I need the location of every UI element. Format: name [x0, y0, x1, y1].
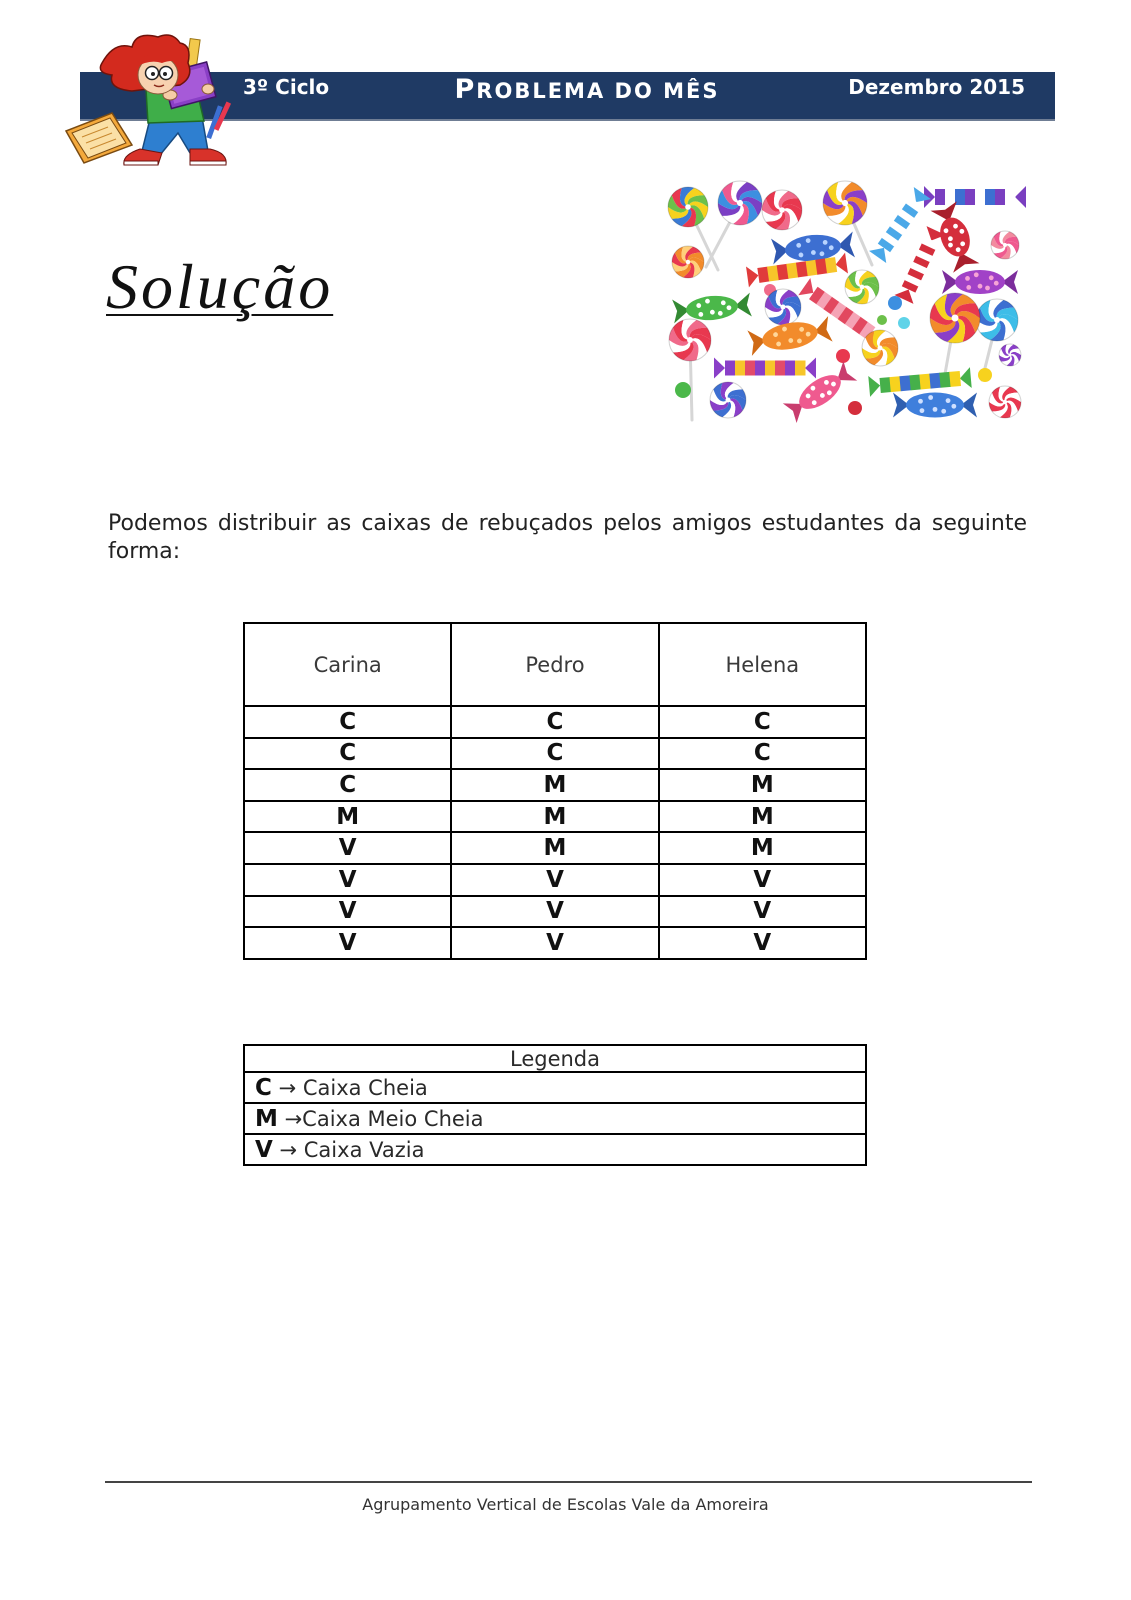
table-cell: V [451, 896, 658, 928]
legend-code: M [255, 1105, 278, 1132]
table-cell: V [244, 864, 451, 896]
candy-dot [877, 315, 887, 325]
issue-date: Dezembro 2015 [848, 75, 1025, 99]
table-cell: C [659, 706, 866, 738]
legend-row [244, 1072, 866, 1103]
table-row [244, 801, 866, 833]
table-cell: M [451, 832, 658, 864]
lollipop [989, 386, 1021, 418]
column-header-carina: Carina [244, 623, 451, 706]
shoes-drawing [124, 149, 226, 165]
table-row [244, 769, 866, 801]
candy-dot [978, 368, 992, 382]
page-header-title: PROBLEMA DO MÊS [454, 74, 720, 105]
table-header-row [244, 623, 866, 706]
table-row [244, 832, 866, 864]
legend-table [243, 1044, 867, 1166]
wrapped-candy [942, 270, 1018, 294]
pencils-drawing [206, 102, 231, 139]
wrapped-candy [893, 393, 977, 418]
table-row [244, 738, 866, 770]
legend-entry [244, 1134, 866, 1165]
stick-candy [924, 186, 1026, 208]
lollipop [669, 319, 711, 420]
table-cell: V [659, 864, 866, 896]
stick-candy [868, 367, 971, 397]
candy-dot [888, 296, 902, 310]
legend-row [244, 1134, 866, 1165]
table-cell: V [244, 927, 451, 959]
legend-description: → Caixa Cheia [278, 1075, 428, 1100]
stick-candy [714, 358, 816, 379]
footer-rule [105, 1481, 1032, 1483]
table-cell: V [451, 927, 658, 959]
candy-dot [898, 317, 910, 329]
school-cycle-label: 3º Ciclo [243, 75, 330, 99]
legend-description: →Caixa Meio Cheia [284, 1106, 484, 1131]
footer-text: Agrupamento Vertical de Escolas Vale da Amoreira [362, 1495, 769, 1514]
table-cell: C [451, 738, 658, 770]
lollipop [672, 246, 704, 278]
table-cell: C [451, 706, 658, 738]
table-cell: V [244, 832, 451, 864]
student-mascot-illustration [62, 33, 237, 175]
table-row [244, 864, 866, 896]
table-cell: V [659, 896, 866, 928]
candy-dot [848, 401, 862, 415]
legend-header-row [244, 1045, 866, 1072]
lollipop [999, 344, 1021, 366]
legend-code: V [255, 1136, 273, 1163]
lollipop [862, 330, 898, 366]
table-row [244, 927, 866, 959]
legend-description: → Caixa Vazia [279, 1137, 425, 1162]
table-cell: M [451, 769, 658, 801]
solution-heading: Solução [106, 251, 334, 322]
lollipop [991, 231, 1019, 259]
notebook-drawing [66, 113, 132, 163]
table-cell: M [659, 801, 866, 833]
table-cell: V [244, 896, 451, 928]
candy-dot [675, 382, 691, 398]
table-row [244, 706, 866, 738]
lollipop [706, 181, 762, 267]
legend-entry [244, 1103, 866, 1134]
lollipop [762, 190, 802, 230]
table-cell: M [451, 801, 658, 833]
legend-code: C [255, 1074, 272, 1101]
distribution-table [243, 622, 867, 960]
table-cell: V [659, 927, 866, 959]
legend-title: Legenda [244, 1045, 866, 1072]
table-cell: C [659, 738, 866, 770]
candy-illustration [660, 175, 1035, 430]
table-cell: C [244, 738, 451, 770]
table-cell: C [244, 706, 451, 738]
wrapped-candy [672, 293, 752, 324]
lollipop [930, 293, 980, 385]
lollipop [845, 270, 879, 304]
table-cell: M [659, 832, 866, 864]
lollipop [710, 382, 746, 418]
candy-dot [836, 349, 850, 363]
table-row [244, 896, 866, 928]
intro-paragraph: Podemos distribuir as caixas de rebuçados pelos amigos estudantes da seguinte forma: [108, 511, 1027, 564]
table-cell: C [244, 769, 451, 801]
table-cell: M [244, 801, 451, 833]
column-header-pedro: Pedro [451, 623, 658, 706]
table-cell: M [659, 769, 866, 801]
stick-candy [894, 226, 945, 304]
legend-row [244, 1103, 866, 1134]
column-header-helena: Helena [659, 623, 866, 706]
lollipop [765, 289, 801, 325]
legend-entry [244, 1072, 866, 1103]
table-cell: V [451, 864, 658, 896]
lollipop [976, 299, 1018, 380]
